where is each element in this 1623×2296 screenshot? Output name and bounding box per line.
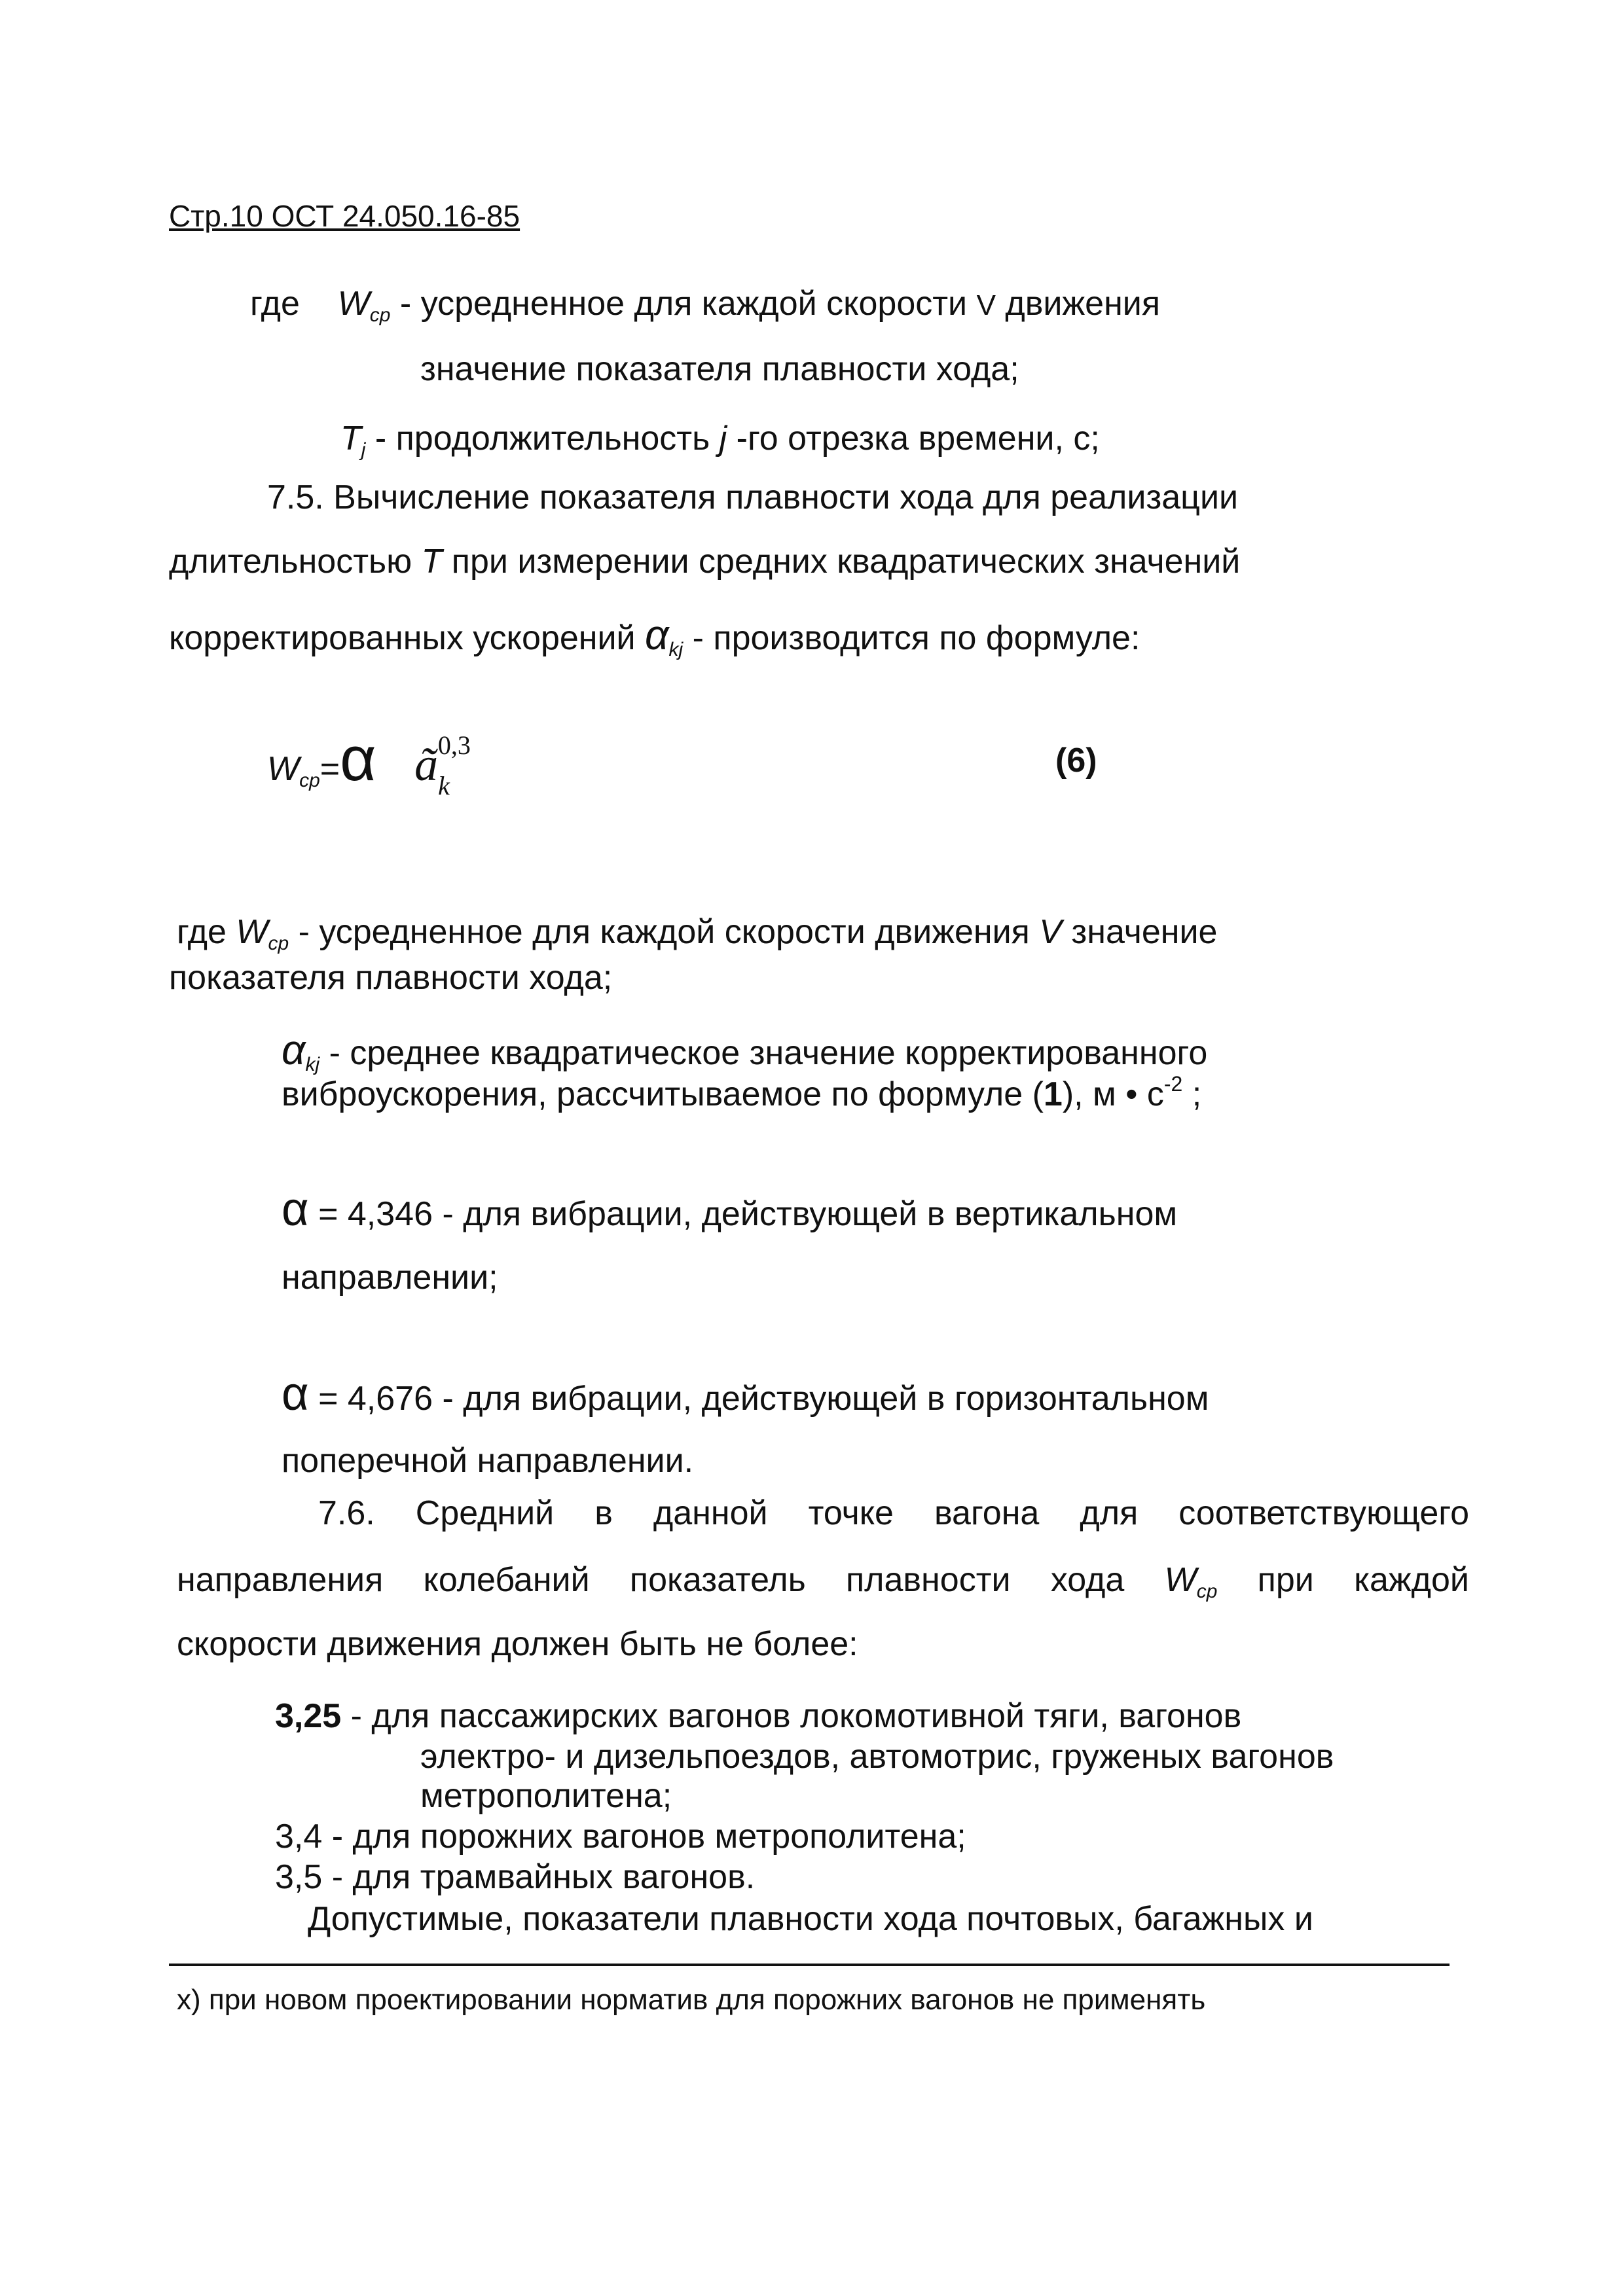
sub: kj <box>305 1054 320 1075</box>
text: - продолжительность <box>365 420 720 457</box>
text: -го отрезка времени, с; <box>727 420 1100 457</box>
alpha-horizontal-cont: поперечной направлении. <box>282 1442 694 1480</box>
var-w: W <box>1164 1561 1197 1599</box>
var-t: T <box>340 420 361 457</box>
text: где <box>177 913 236 951</box>
text: - среднее квадратическое значение корректированного <box>319 1034 1208 1072</box>
alpha-vertical <box>282 1178 1177 1246</box>
text: = 4,346 - для вибрации, действующей в вертикальном <box>308 1195 1178 1233</box>
sub: j <box>361 439 366 461</box>
var-t: T <box>421 543 443 581</box>
p76-line-3: скорости движения должен быть не более: <box>177 1625 858 1663</box>
sub: ср <box>1196 1581 1218 1602</box>
text: движения <box>995 285 1161 323</box>
text: длительностью <box>169 543 422 581</box>
sup: -2 <box>1163 1072 1183 1096</box>
text: - усредненное для каждой скорости <box>390 285 977 323</box>
alpha-symbol: α <box>340 724 376 794</box>
text: = 4,676 - для вибрации, действующей в горизонтальном <box>308 1380 1209 1418</box>
var-w: W <box>337 285 370 323</box>
list-item-4: Допустимые, показатели плавности хода почтовых, багажных и <box>308 1900 1313 1938</box>
where2-line-4 <box>282 1073 1201 1115</box>
alpha-horizontal <box>282 1363 1209 1430</box>
var-v: V <box>1039 913 1062 951</box>
alpha-vertical-cont: направлении; <box>282 1259 498 1297</box>
sub: kj <box>668 639 684 660</box>
var-v: V <box>976 289 996 321</box>
list-item-1-cont2: метрополитена; <box>420 1777 672 1815</box>
var-w: W <box>236 913 268 951</box>
sub: ср <box>369 304 391 326</box>
text: ; <box>1182 1075 1202 1113</box>
page-header: Стр.10 ОСТ 24.050.16-85 <box>169 199 520 233</box>
p75-line-1: 7.5. Вычисление показателя плавности хода для реализации <box>267 478 1239 516</box>
var-w: W <box>267 750 300 788</box>
text: где <box>250 285 300 323</box>
text: при каждой <box>1217 1561 1469 1599</box>
where-line-2: значение показателя плавности хода; <box>420 350 1019 388</box>
sub: ср <box>299 770 320 791</box>
list-item-2: 3,4 - для порожних вагонов метрополитена; <box>275 1818 966 1856</box>
text: значение <box>1061 913 1218 951</box>
text: при измерении средних квадратических значений <box>442 543 1241 581</box>
p76-line-1: 7.6. Средний в данной точке вагона для соответствующего <box>318 1494 1469 1532</box>
text: - для пассажирских вагонов локомотивной тяги, вагонов <box>341 1697 1242 1735</box>
exponent: 0,3 <box>437 730 471 760</box>
value: 3,25 <box>275 1697 342 1735</box>
list-item-1-cont: электро- и дизельпоездов, автомотрис, груженых вагонов <box>420 1738 1334 1776</box>
where-line-3 <box>340 418 1100 459</box>
p76-line-2 <box>177 1559 1469 1601</box>
where2-line-2: показателя плавности хода; <box>169 959 613 997</box>
alpha-symbol: α <box>282 1026 306 1073</box>
footnote: х) при новом проектировании норматив для порожних вагонов не применять <box>177 1984 1206 2016</box>
footnote-rule <box>169 1964 1450 1966</box>
sub: ср <box>268 933 289 954</box>
formula-number: (6) <box>1055 742 1097 780</box>
formula-6 <box>267 724 483 803</box>
formula-ref: 1 <box>1043 1075 1063 1113</box>
alpha-symbol: α <box>282 1183 309 1236</box>
where2-line-1 <box>177 911 1217 953</box>
list-item-1 <box>275 1695 1241 1737</box>
alpha-symbol: α <box>645 611 669 658</box>
text: виброускорения, рассчитываемое по формуле ( <box>282 1075 1044 1113</box>
text: - производится по формуле: <box>683 619 1140 657</box>
p75-line-3 <box>169 611 1140 660</box>
text: ), м • с <box>1062 1075 1164 1113</box>
list-item-3: 3,5 - для трамвайных вагонов. <box>275 1858 756 1896</box>
equals: = <box>319 750 340 788</box>
text: - усредненное для каждой скорости движения <box>289 913 1040 951</box>
alpha-symbol: α <box>282 1368 309 1420</box>
text: корректированных ускорений <box>169 619 646 657</box>
text: направления колебаний показатель плавности хода <box>177 1561 1165 1599</box>
where2-line-3 <box>282 1026 1208 1075</box>
a-tilde: ã <box>414 738 439 791</box>
where-line-1 <box>250 283 1160 327</box>
sub: k <box>438 771 450 800</box>
p75-line-2 <box>169 541 1240 583</box>
var-j: j <box>719 420 727 457</box>
